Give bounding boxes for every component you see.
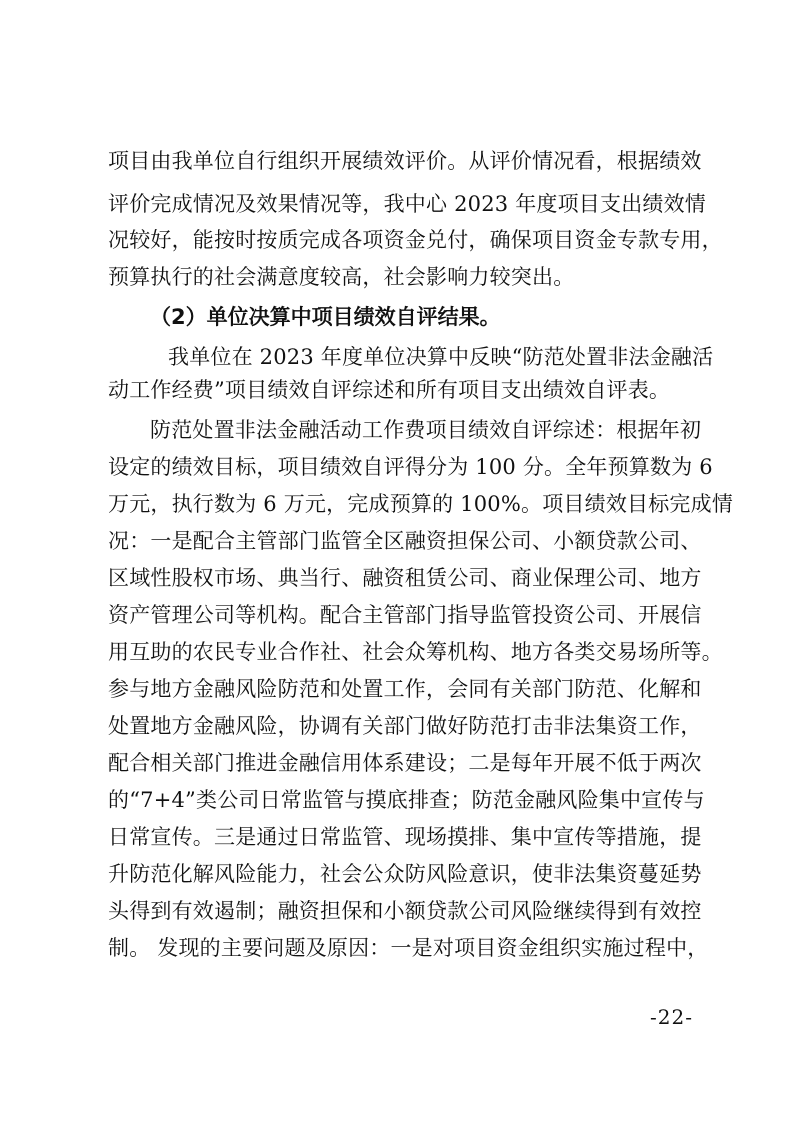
paragraph-3-line-4: 况：一是配合主管部门监管全区融资担保公司、小额贷款公司、 bbox=[108, 529, 702, 553]
paragraph-3-line-10: 配合相关部门推进金融信用体系建设；二是每年开展不低于两次 bbox=[108, 751, 702, 775]
paragraph-3-line-9: 处置地方金融风险，协调有关部门做好防范打击非法集资工作， bbox=[108, 714, 702, 738]
paragraph-3-line-11: 的“7+4”类公司日常监管与摸底排查；防范金融风险集中宣传与 bbox=[108, 788, 705, 812]
page-number: -22- bbox=[650, 1005, 693, 1029]
paragraph-3-line-1: 防范处置非法金融活动工作费项目绩效自评综述：根据年初 bbox=[150, 418, 702, 442]
paragraph-3-line-15: 制。 发现的主要问题及原因：一是对项目资金组织实施过程中， bbox=[108, 936, 709, 960]
paragraph-3-line-5: 区域性股权市场、典当行、融资租赁公司、商业保理公司、地方 bbox=[108, 566, 702, 590]
paragraph-3-line-7: 用互助的农民专业合作社、社会众筹机构、地方各类交易场所等。 bbox=[108, 640, 723, 664]
paragraph-1-line-4: 预算执行的社会满意度较高，社会影响力较突出。 bbox=[108, 265, 575, 289]
paragraph-3-line-8: 参与地方金融风险防范和处置工作，会同有关部门防范、化解和 bbox=[108, 677, 702, 701]
paragraph-3-line-2: 设定的绩效目标，项目绩效自评得分为 100 分。全年预算数为 6 bbox=[108, 455, 713, 479]
paragraph-3-line-13: 升防范化解风险能力，社会公众防风险意识，使非法集资蔓延势 bbox=[108, 862, 702, 886]
paragraph-3-line-6: 资产管理公司等机构。配合主管部门指导监管投资公司、开展信 bbox=[108, 603, 702, 627]
paragraph-1-line-2: 评价完成情况及效果情况等，我中心 2023 年度项目支出绩效情 bbox=[108, 192, 706, 216]
paragraph-1-line-3: 况较好，能按时按质完成各项资金兑付，确保项目资金专款专用， bbox=[108, 228, 723, 252]
paragraph-2-line-2: 动工作经费”项目绩效自评综述和所有项目支出绩效自评表。 bbox=[108, 378, 671, 402]
paragraph-3-line-12: 日常宣传。三是通过日常监管、现场摸排、集中宣传等措施，提 bbox=[108, 825, 702, 849]
section-heading: （2）单位决算中项目绩效自评结果。 bbox=[150, 305, 501, 329]
paragraph-3-line-14: 头得到有效遏制；融资担保和小额贷款公司风险继续得到有效控 bbox=[108, 899, 702, 923]
paragraph-3-line-3: 万元，执行数为 6 万元，完成预算的 100%。项目绩效目标完成情 bbox=[108, 492, 734, 516]
paragraph-1-line-1: 项目由我单位自行组织开展绩效评价。从评价情况看，根据绩效 bbox=[108, 149, 702, 173]
paragraph-2-line-1: 我单位在 2023 年度单位决算中反映“防范处置非法金融活 bbox=[168, 345, 714, 369]
